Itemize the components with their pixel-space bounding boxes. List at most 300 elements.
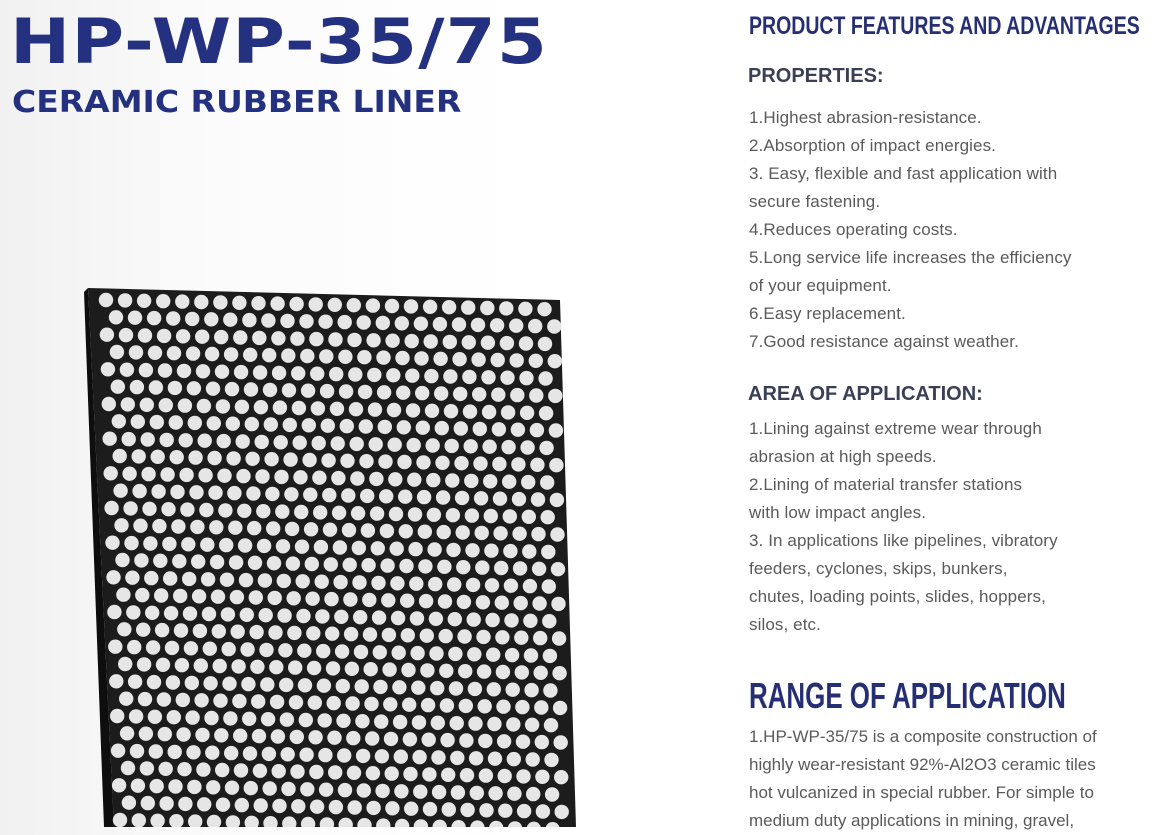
ceramic-tile (218, 503, 232, 517)
ceramic-tile (285, 522, 299, 536)
ceramic-tile (462, 370, 476, 384)
ceramic-tile (416, 455, 430, 469)
ceramic-tile (178, 398, 192, 412)
ceramic-tile (346, 731, 360, 745)
ceramic-tile (292, 401, 306, 415)
ceramic-tile (526, 752, 540, 766)
ceramic-tile (189, 485, 203, 499)
ceramic-tile (553, 701, 567, 715)
ceramic-tile (551, 597, 565, 611)
ceramic-tile (222, 642, 236, 656)
ceramic-tile (169, 415, 183, 429)
ceramic-tile (442, 802, 456, 816)
ceramic-tile (360, 489, 374, 503)
ceramic-tile (385, 801, 399, 815)
ceramic-tile (114, 518, 128, 532)
ceramic-tile (494, 561, 508, 575)
ceramic-tile (160, 467, 174, 481)
ceramic-tile (339, 384, 353, 398)
ceramic-tile (251, 694, 265, 708)
ceramic-tile (290, 730, 304, 744)
ceramic-tile (196, 762, 210, 776)
ceramic-tile (520, 406, 534, 420)
ceramic-tile (391, 611, 405, 625)
ceramic-tile (160, 433, 174, 447)
ceramic-tile (518, 302, 532, 316)
ceramic-tile (177, 762, 191, 776)
ceramic-tile (113, 449, 127, 463)
ceramic-tile (134, 553, 148, 567)
ceramic-tile (320, 384, 334, 398)
ceramic-tile (417, 490, 431, 504)
ceramic-tile (171, 519, 185, 533)
ceramic-tile (296, 609, 310, 623)
ceramic-tile (355, 679, 369, 693)
ceramic-tile (174, 623, 188, 637)
ceramic-tile (233, 330, 247, 344)
ceramic-tile (404, 802, 418, 816)
ceramic-tile (156, 294, 170, 308)
ceramic-tile (375, 749, 389, 763)
ceramic-tile (154, 588, 168, 602)
ceramic-tile (129, 345, 143, 359)
ceramic-tile (241, 677, 255, 691)
ceramic-tile (361, 558, 375, 572)
ceramic-tile (158, 727, 172, 741)
ceramic-tile (479, 768, 493, 782)
ceramic-tile (226, 417, 240, 431)
ceramic-tile (516, 735, 530, 749)
ceramic-tile (463, 404, 477, 418)
ceramic-tile (173, 589, 187, 603)
ceramic-tile (300, 782, 314, 796)
ceramic-tile (554, 735, 568, 749)
ceramic-tile (471, 318, 485, 332)
ceramic-tile (148, 710, 162, 724)
ceramic-tile (229, 555, 243, 569)
ceramic-tile (273, 400, 287, 414)
ceramic-tile (475, 526, 489, 540)
ceramic-tile (406, 403, 420, 417)
ceramic-tile (471, 352, 485, 366)
ceramic-tile (100, 328, 114, 342)
ceramic-tile (335, 644, 349, 658)
ceramic-tile (166, 675, 180, 689)
ceramic-tile (195, 330, 209, 344)
ceramic-tile (310, 800, 324, 814)
ceramic-tile (104, 501, 118, 515)
ceramic-tile (538, 337, 552, 351)
ceramic-tile (420, 629, 434, 643)
ceramic-tile (149, 380, 163, 394)
ceramic-tile (197, 399, 211, 413)
ceramic-tile (348, 367, 362, 381)
ceramic-tile (328, 332, 342, 346)
list-item: 1.Lining against extreme wear through (749, 419, 1042, 438)
ceramic-tile (366, 801, 380, 815)
ceramic-tile (328, 298, 342, 312)
ceramic-tile (140, 398, 154, 412)
ceramic-tile (539, 406, 553, 420)
ceramic-tile (132, 449, 146, 463)
ceramic-tile (361, 523, 375, 537)
ceramic-tile (435, 456, 449, 470)
ceramic-tile (249, 590, 263, 604)
ceramic-tile (410, 646, 424, 660)
ceramic-tile (429, 646, 443, 660)
ceramic-tile (287, 626, 301, 640)
ceramic-tile (282, 383, 296, 397)
ceramic-tile (431, 750, 445, 764)
ceramic-tile (131, 779, 145, 793)
ceramic-tile (164, 606, 178, 620)
ceramic-tile (526, 787, 540, 801)
ceramic-tile (141, 467, 155, 481)
ceramic-tile (359, 419, 373, 433)
ceramic-tile (182, 572, 196, 586)
ceramic-tile (373, 645, 387, 659)
ceramic-tile (345, 662, 359, 676)
ceramic-tile (503, 544, 517, 558)
ceramic-tile (289, 695, 303, 709)
ceramic-tile (376, 350, 390, 364)
ceramic-tile (259, 643, 273, 657)
ceramic-tile (105, 536, 119, 550)
list-item: secure fastening. (749, 192, 881, 211)
list-item: 2.Lining of material transfer stations (749, 475, 1023, 494)
ceramic-tile (455, 491, 469, 505)
ceramic-tile (505, 648, 519, 662)
ceramic-tile (290, 332, 304, 346)
ceramic-tile (333, 575, 347, 589)
ceramic-tile (424, 334, 438, 348)
ceramic-tile (179, 433, 193, 447)
ceramic-tile (139, 727, 153, 741)
ceramic-tile (149, 744, 163, 758)
ceramic-tile (122, 432, 136, 446)
ceramic-tile (302, 418, 316, 432)
ceramic-tile (324, 592, 338, 606)
ceramic-tile (548, 354, 562, 368)
ceramic-tile (190, 520, 204, 534)
ceramic-tile (326, 661, 340, 675)
ceramic-tile (144, 571, 158, 585)
ceramic-tile (523, 614, 537, 628)
ceramic-tile (148, 346, 162, 360)
ceramic-tile (313, 505, 327, 519)
ceramic-tile (507, 787, 521, 801)
ceramic-tile (234, 365, 248, 379)
ceramic-tile (331, 436, 345, 450)
ceramic-tile (408, 507, 422, 521)
ceramic-tile (245, 452, 259, 466)
ceramic-tile (184, 641, 198, 655)
ceramic-tile (347, 766, 361, 780)
ceramic-tile (242, 712, 256, 726)
ceramic-tile (270, 296, 284, 310)
ceramic-tile (413, 785, 427, 799)
ceramic-tile (253, 365, 267, 379)
ceramic-tile (119, 692, 133, 706)
ceramic-tile (389, 507, 403, 521)
ceramic-tile (136, 623, 150, 637)
ceramic-tile (237, 504, 251, 518)
ceramic-tile (252, 331, 266, 345)
ceramic-tile (552, 631, 566, 645)
ceramic-tile (214, 728, 228, 742)
ceramic-tile (478, 734, 492, 748)
ceramic-tile (168, 381, 182, 395)
ceramic-tile (115, 553, 129, 567)
ceramic-tile (250, 660, 264, 674)
ceramic-tile (150, 779, 164, 793)
ceramic-tile (286, 556, 300, 570)
ceramic-tile (405, 369, 419, 383)
ceramic-tile (317, 679, 331, 693)
ceramic-tile (274, 470, 288, 484)
ceramic-tile (373, 680, 387, 694)
ceramic-tile (468, 716, 482, 730)
ceramic-tile (403, 767, 417, 781)
ceramic-tile (524, 648, 538, 662)
ceramic-tile (266, 521, 280, 535)
ceramic-tile (443, 369, 457, 383)
ceramic-tile (124, 536, 138, 550)
list-item: of your equipment. (749, 276, 892, 295)
ceramic-tile (309, 297, 323, 311)
ceramic-tile (122, 467, 136, 481)
ceramic-tile (203, 676, 217, 690)
ceramic-tile (270, 695, 284, 709)
ceramic-tile (504, 579, 518, 593)
ceramic-tile (450, 716, 464, 730)
ceramic-tile (254, 400, 268, 414)
ceramic-tile (194, 693, 208, 707)
ceramic-tile (395, 316, 409, 330)
ceramic-tile (511, 423, 525, 437)
ceramic-tile (429, 612, 443, 626)
ceramic-tile (484, 544, 498, 558)
ceramic-tile (462, 335, 476, 349)
ceramic-tile (535, 735, 549, 749)
ceramic-tile (515, 700, 529, 714)
ceramic-tile (543, 649, 557, 663)
ceramic-tile (491, 353, 505, 367)
list-item: 6.Easy replacement. (749, 304, 906, 323)
ceramic-tile (113, 813, 127, 827)
ceramic-tile (209, 520, 223, 534)
ceramic-tile (388, 438, 402, 452)
ceramic-tile (474, 491, 488, 505)
ceramic-tile (146, 640, 160, 654)
ceramic-tile (464, 474, 478, 488)
properties-list (749, 104, 1072, 356)
ceramic-tile (265, 487, 279, 501)
ceramic-tile (430, 681, 444, 695)
ceramic-tile (516, 769, 530, 783)
ceramic-tile (418, 525, 432, 539)
ceramic-tile (428, 577, 442, 591)
ceramic-tile (118, 657, 132, 671)
ceramic-tile (448, 612, 462, 626)
ceramic-tile (344, 627, 358, 641)
ceramic-tile (394, 784, 408, 798)
ceramic-tile (369, 472, 383, 486)
ceramic-tile (401, 663, 415, 677)
ceramic-tile (130, 744, 144, 758)
ceramic-tile (246, 486, 260, 500)
ceramic-tile (403, 732, 417, 746)
ceramic-tile (408, 542, 422, 556)
ceramic-tile (535, 770, 549, 784)
ceramic-tile (264, 417, 278, 431)
ceramic-tile (482, 405, 496, 419)
ceramic-tile (445, 473, 459, 487)
ceramic-tile (318, 748, 332, 762)
ceramic-tile (296, 574, 310, 588)
ceramic-tile (525, 718, 539, 732)
ceramic-tile (223, 711, 237, 725)
ceramic-tile (347, 298, 361, 312)
ceramic-tile (168, 745, 182, 759)
ceramic-tile (481, 336, 495, 350)
ceramic-tile (419, 594, 433, 608)
ceramic-tile (380, 524, 394, 538)
ceramic-tile (414, 317, 428, 331)
ceramic-tile (422, 733, 436, 747)
ceramic-tile (407, 473, 421, 487)
ceramic-tile (187, 381, 201, 395)
ceramic-tile (194, 658, 208, 672)
ceramic-tile (442, 300, 456, 314)
ceramic-tile (390, 576, 404, 590)
ceramic-tile (329, 800, 343, 814)
ceramic-tile (366, 333, 380, 347)
ceramic-tile (397, 455, 411, 469)
list-item: 1.HP-WP-35/75 is a composite construction of (749, 727, 1097, 746)
ceramic-tile (512, 492, 526, 506)
ceramic-tile (309, 765, 323, 779)
ceramic-tile (176, 727, 190, 741)
ceramic-tile (263, 383, 277, 397)
list-item: 3. In applications like pipelines, vibratory (749, 531, 1058, 550)
ceramic-tile (302, 453, 316, 467)
ceramic-tile (499, 301, 513, 315)
ceramic-tile (291, 799, 305, 813)
ceramic-tile (551, 562, 565, 576)
ceramic-tile (383, 697, 397, 711)
ceramic-tile (202, 607, 216, 621)
ceramic-tile (371, 576, 385, 590)
ceramic-tile (426, 473, 440, 487)
ceramic-tile (322, 488, 336, 502)
ceramic-tile (433, 352, 447, 366)
ceramic-tile (384, 732, 398, 746)
ceramic-tile (211, 590, 225, 604)
ceramic-tile (291, 366, 305, 380)
ceramic-tile (203, 642, 217, 656)
ceramic-tile (116, 588, 130, 602)
ceramic-tile (175, 658, 189, 672)
ceramic-tile (514, 596, 528, 610)
ceramic-tile (501, 405, 515, 419)
ceramic-tile (153, 554, 167, 568)
ceramic-tile (224, 347, 238, 361)
ceramic-tile (398, 490, 412, 504)
ceramic-tile (423, 300, 437, 314)
ceramic-tile (271, 331, 285, 345)
ceramic-tile (132, 484, 146, 498)
ceramic-tile (262, 348, 276, 362)
ceramic-tile (530, 458, 544, 472)
ceramic-tile (372, 610, 386, 624)
ceramic-tile (459, 699, 473, 713)
ceramic-tile (496, 665, 510, 679)
ceramic-tile (370, 506, 384, 520)
ceramic-tile (300, 349, 314, 363)
ceramic-tile (375, 784, 389, 798)
ceramic-tile (308, 730, 322, 744)
ceramic-tile (434, 386, 448, 400)
ceramic-tile (275, 504, 289, 518)
ceramic-tile (201, 572, 215, 586)
ceramic-tile (443, 335, 457, 349)
ceramic-tile (103, 432, 117, 446)
ceramic-tile (318, 315, 332, 329)
ceramic-tile (355, 714, 369, 728)
ceramic-tile (351, 506, 365, 520)
ceramic-tile (502, 475, 516, 489)
ceramic-tile (476, 595, 490, 609)
ceramic-tile (269, 660, 283, 674)
ceramic-tile (337, 748, 351, 762)
ceramic-tile (271, 729, 285, 743)
ceramic-tile (539, 441, 553, 455)
ceramic-tile (548, 389, 562, 403)
ceramic-tile (129, 709, 143, 723)
ceramic-tile (108, 640, 122, 654)
ceramic-tile (400, 594, 414, 608)
ceramic-tile (268, 625, 282, 639)
ceramic-tile (172, 554, 186, 568)
ceramic-tile (255, 435, 269, 449)
ceramic-tile (188, 416, 202, 430)
ceramic-tile (402, 698, 416, 712)
ceramic-tile (542, 614, 556, 628)
ceramic-tile (196, 364, 210, 378)
ceramic-tile (159, 398, 173, 412)
ceramic-tile (415, 386, 429, 400)
ceramic-tile (385, 334, 399, 348)
ceramic-tile (186, 745, 200, 759)
ceramic-tile (457, 629, 471, 643)
ceramic-rubber-liner-image (84, 284, 576, 827)
ceramic-tile (509, 319, 523, 333)
ceramic-tile (488, 752, 502, 766)
ceramic-tile (395, 351, 409, 365)
ceramic-tile (216, 798, 230, 812)
ceramic-tile (511, 457, 525, 471)
ceramic-tile (155, 623, 169, 637)
ceramic-tile (407, 438, 421, 452)
ceramic-tile (470, 786, 484, 800)
range-of-application-text (749, 723, 1097, 835)
area-of-application-list (749, 415, 1058, 639)
ceramic-tile (215, 365, 229, 379)
ceramic-tile (338, 350, 352, 364)
ceramic-tile (176, 329, 190, 343)
ceramic-tile (555, 805, 569, 819)
